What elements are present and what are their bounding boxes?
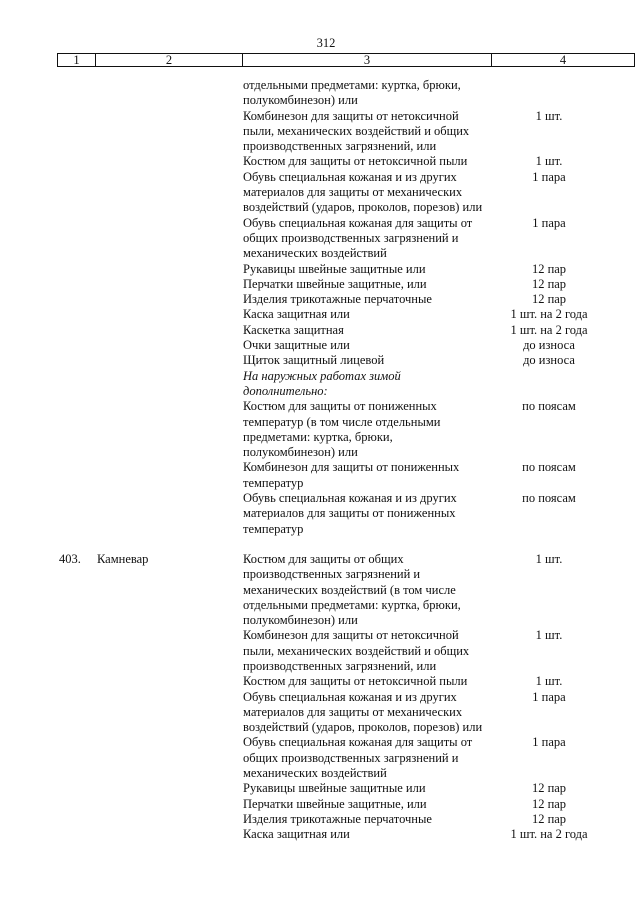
table-row [0,735,640,781]
item-quantity: 1 шт. на 2 года [510,307,588,322]
table-row [0,109,640,155]
table-row [0,277,640,292]
item-name: Очки защитные или [243,338,350,353]
item-name: Комбинезон для защиты от нетоксичной пыли, механических воздействий и общих производственных загрязнений, или [243,108,470,154]
table-row [0,491,640,537]
item-quantity: 1 шт. [535,108,563,123]
item-name: Обувь специальная кожаная и из других материалов для защиты от механических воздействий (ударов, проколов, порезов) или [243,169,483,215]
item-quantity: 1 шт. на 2 года [510,322,588,337]
table-row [0,399,640,460]
column-header-4: 4 [492,54,635,67]
item-name: отдельными предметами: куртка, брюки, полукомбинезон) или [243,78,461,108]
item-quantity: 1 шт. на 2 года [510,827,588,842]
item-quantity: 12 пар [531,292,567,307]
item-quantity: 12 пар [531,811,567,826]
item-quantity: 1 шт. [535,154,563,169]
item-name: Каска защитная или [243,827,350,842]
item-quantity: 12 пар [531,261,567,276]
item-name: Обувь специальная кожаная и из других материалов для защиты от механических воздействий (ударов, проколов, порезов) или [243,689,483,735]
profession-number: 403. [59,551,81,566]
table-row [0,78,640,109]
item-quantity: 1 пара [532,169,566,184]
item-name: Перчатки швейные защитные, или [243,796,427,811]
page-number: 312 [316,36,336,50]
item-name: Обувь специальная кожаная для защиты от общих производственных загрязнений и механических воздействий [243,735,473,781]
table-row [0,216,640,262]
item-name: Костюм для защиты от общих производственных загрязнений и механических воздействий (в том числе отдельными предметами: куртка, брюки, полукомбинезон) или [243,551,461,628]
profession-name: Камневар [97,551,149,566]
table-row [0,338,640,353]
item-name: Изделия трикотажные перчаточные [243,811,432,826]
table-row [0,369,640,400]
item-name: Рукавицы швейные защитные или [243,781,426,796]
item-name: Костюм для защиты от нетоксичной пыли [243,674,468,689]
profession-group [0,78,640,537]
item-quantity: 12 пар [531,796,567,811]
item-name: Каскетка защитная [243,322,344,337]
table-row [0,323,640,338]
item-name: Перчатки швейные защитные, или [243,276,427,291]
item-quantity: 1 пара [532,735,566,750]
item-quantity: по поясам [522,460,576,475]
table-row [0,552,640,628]
item-name: Рукавицы швейные защитные или [243,261,426,276]
item-quantity: по поясам [522,399,576,414]
column-header-2: 2 [96,54,243,67]
item-name: Каска защитная или [243,307,350,322]
table-row [0,154,640,169]
table-row [0,460,640,491]
table-row [0,674,640,689]
item-quantity: 1 шт. [535,674,563,689]
column-header-row [58,54,635,67]
item-name: Обувь специальная кожаная для защиты от общих производственных загрязнений и механических воздействий [243,215,473,261]
document-body [0,78,640,843]
column-header-table [57,53,635,67]
table-row [0,628,640,674]
item-name: Костюм для защиты от нетоксичной пыли [243,154,468,169]
table-row [0,812,640,827]
table-row [0,307,640,322]
table-row [0,797,640,812]
profession-group [0,552,640,843]
item-quantity: 12 пар [531,276,567,291]
table-row [0,827,640,842]
item-name: Комбинезон для защиты от пониженных температур [243,460,460,490]
item-name: Щиток защитный лицевой [243,353,385,368]
item-quantity: 1 пара [532,689,566,704]
item-name: Обувь специальная кожаная и из других материалов для защиты от пониженных температур [243,491,457,536]
item-quantity: 1 пара [532,215,566,230]
item-name: Комбинезон для защиты от нетоксичной пыли, механических воздействий и общих производственных загрязнений, или [243,628,470,673]
table-row [0,690,640,736]
item-quantity: 1 шт. [535,551,563,566]
item-quantity: 12 пар [531,781,567,796]
item-quantity: до износа [523,353,575,368]
item-quantity: по поясам [522,491,576,506]
table-row [0,781,640,796]
column-header-1: 1 [58,54,96,67]
table-row [0,262,640,277]
item-name: Костюм для защиты от пониженных температур (в том числе отдельными предметами: куртка, брюки, полукомбинезон) или [243,399,441,460]
column-header-3: 3 [243,54,492,67]
section-note: На наружных работах зимой дополнительно: [243,368,401,398]
item-quantity: до износа [523,338,575,353]
table-row [0,353,640,368]
table-row [0,170,640,216]
table-row [0,292,640,307]
item-name: Изделия трикотажные перчаточные [243,292,432,307]
item-quantity: 1 шт. [535,628,563,643]
